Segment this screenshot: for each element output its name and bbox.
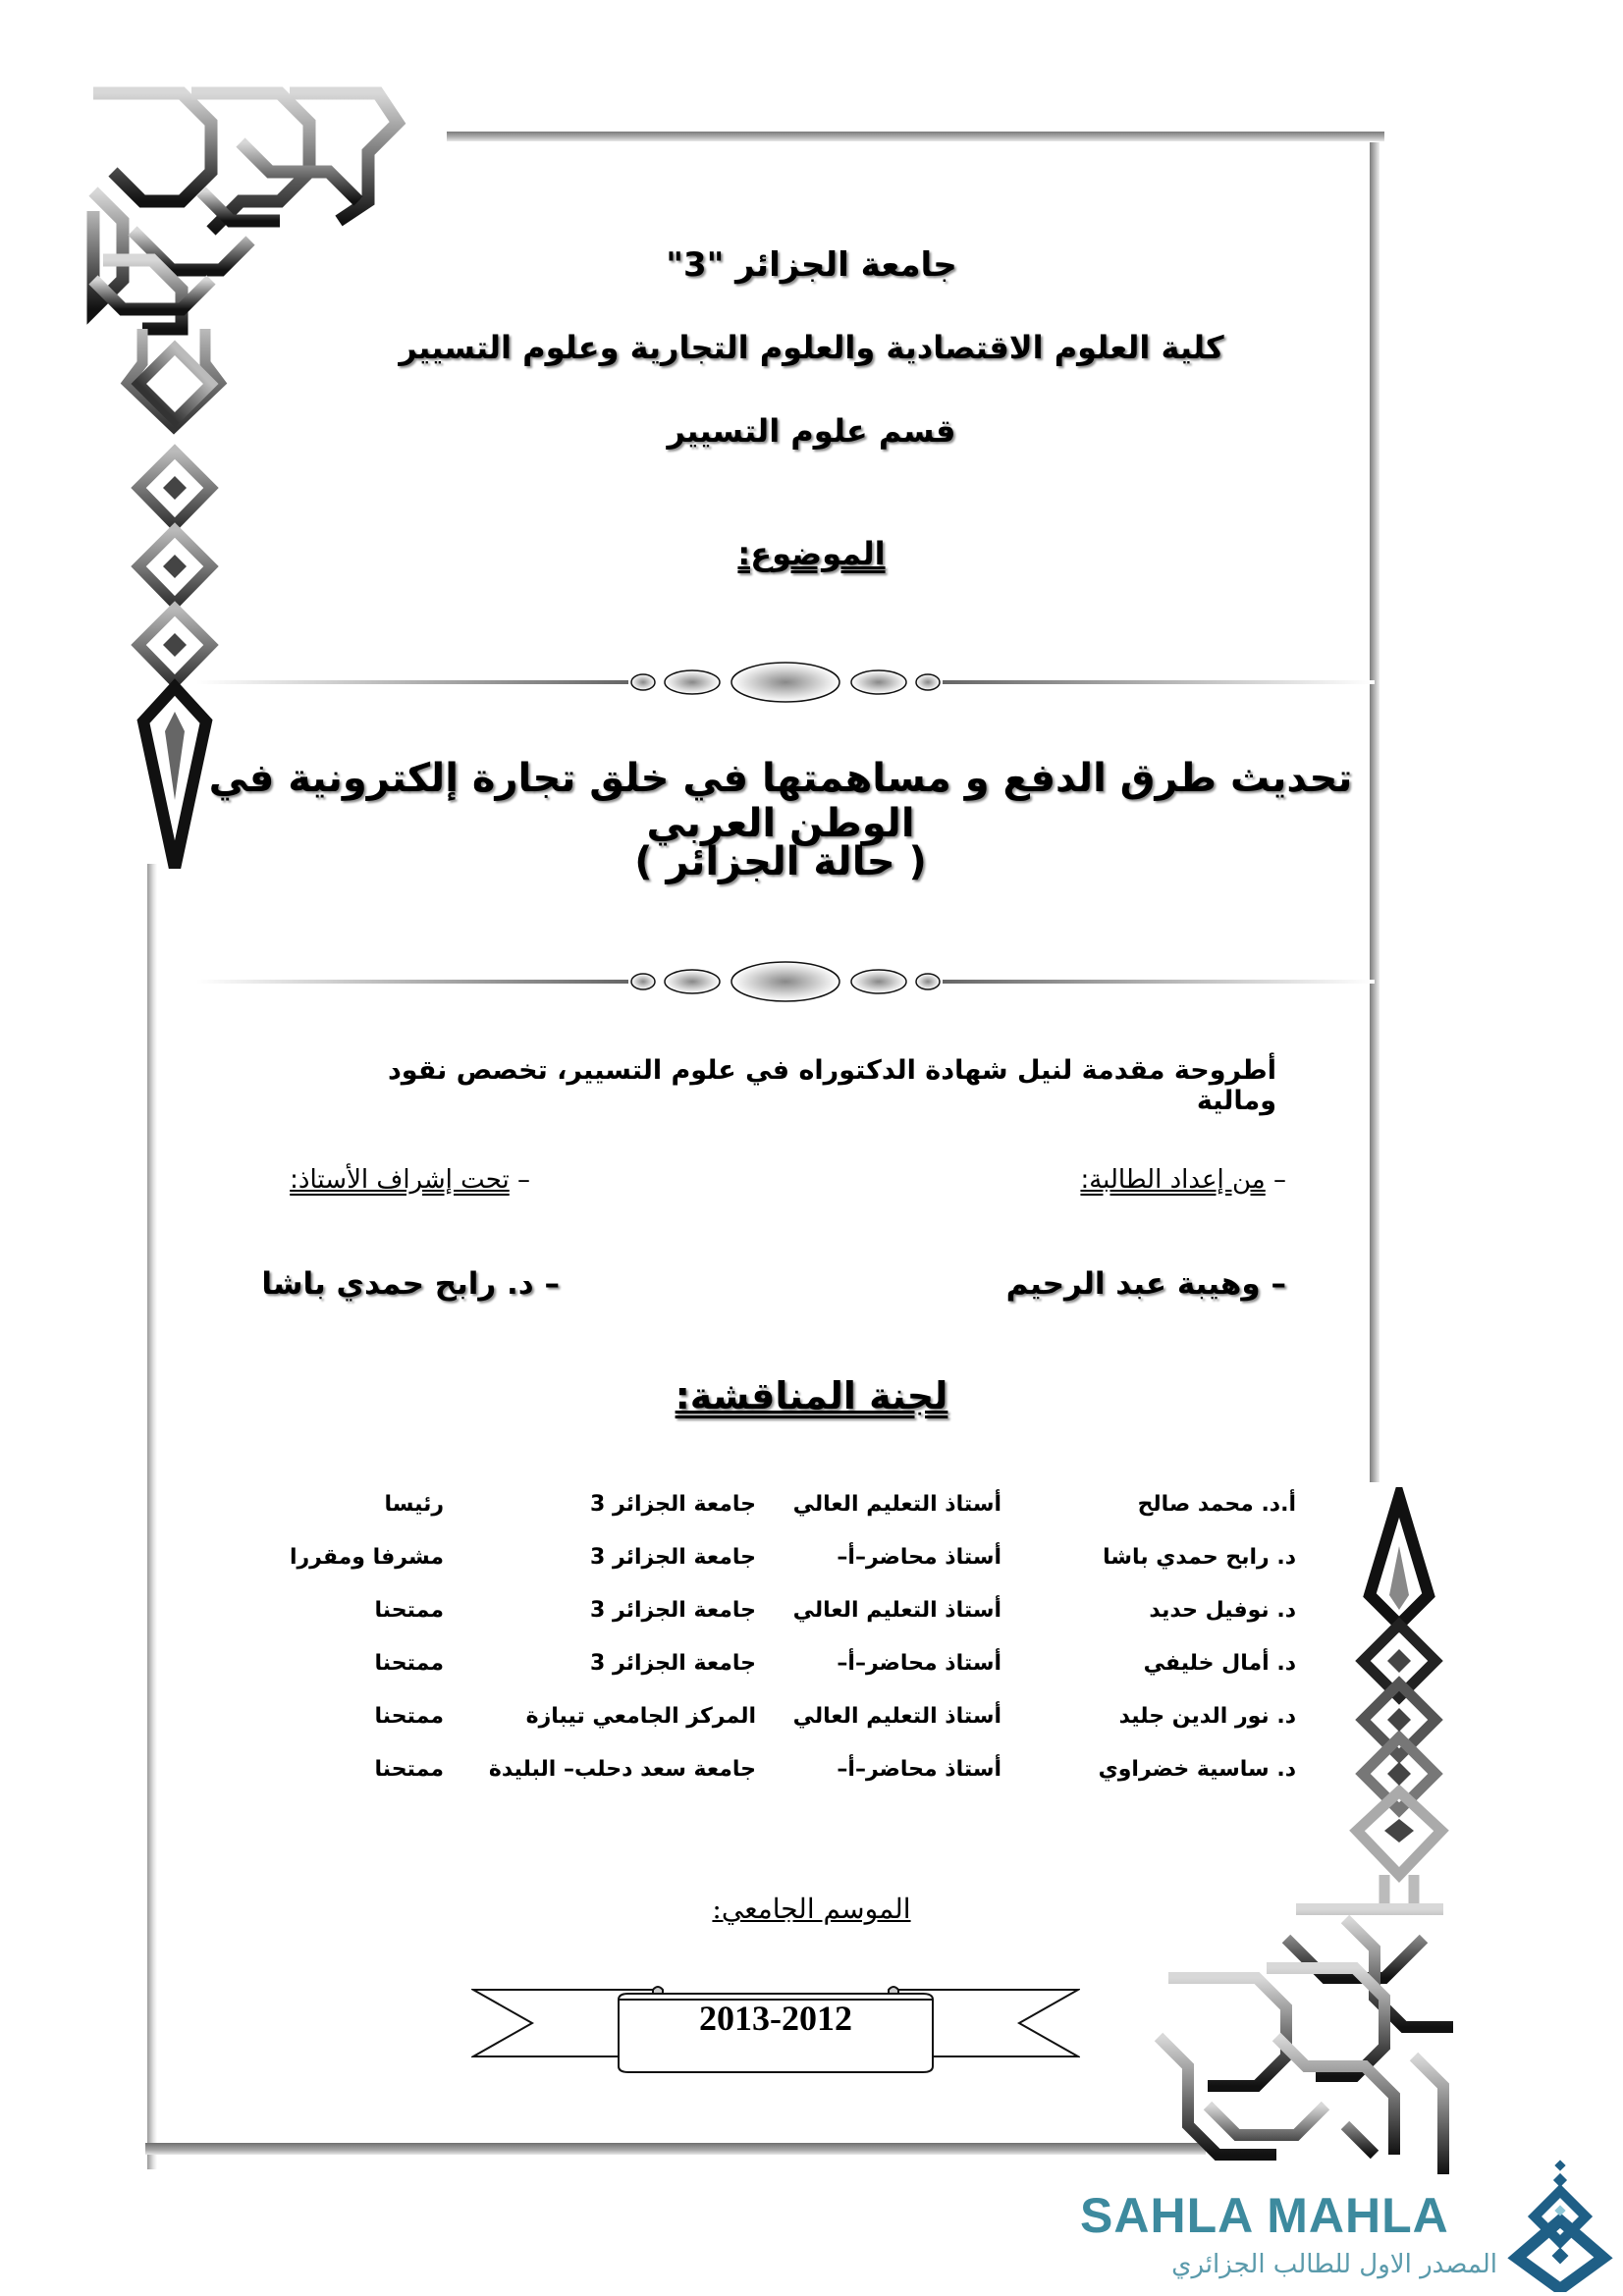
member-name: د. نوفيل حديد bbox=[1149, 1598, 1296, 1623]
dash: – bbox=[517, 1165, 530, 1195]
member-name: أ.د. محمد صالح bbox=[1137, 1492, 1296, 1517]
member-role: ممتحنا bbox=[374, 1757, 444, 1782]
member-role: ممتحنا bbox=[374, 1704, 444, 1729]
supervisor-name bbox=[236, 1266, 560, 1302]
member-institution: جامعة الجزائر 3 bbox=[590, 1492, 756, 1517]
department-name: قسم علوم التسيير bbox=[667, 412, 956, 450]
member-rank: أستاذ التعليم العالي bbox=[792, 1492, 1001, 1517]
member-institution: جامعة الجزائر 3 bbox=[590, 1651, 756, 1676]
thesis-title: تحديث طرق الدفع و مساهمتها في خلق تجارة إلكترونية في الوطن العربي bbox=[208, 756, 1353, 846]
member-role: ممتحنا bbox=[374, 1651, 444, 1676]
member-rank: أستاذ محاضر–أ– bbox=[837, 1651, 1001, 1676]
committee-title-text: لجنة المناقشة: bbox=[675, 1374, 948, 1417]
academic-season-label bbox=[0, 1893, 1623, 1925]
top-left-ornament-icon bbox=[83, 83, 447, 869]
academic-season-text: الموسم الجامعي: bbox=[712, 1893, 911, 1925]
prepared-by-text: من إعداد الطالبة: bbox=[1080, 1165, 1266, 1195]
member-role: ممتحنا bbox=[374, 1598, 444, 1623]
student-name bbox=[923, 1266, 1286, 1302]
committee-table bbox=[275, 1492, 1296, 1810]
supervisor-name-text: د. رابح حمدي باشا bbox=[261, 1266, 534, 1302]
member-institution: جامعة الجزائر 3 bbox=[590, 1598, 756, 1623]
dash: – bbox=[544, 1266, 560, 1302]
topic-label bbox=[0, 535, 1623, 572]
dash: – bbox=[1271, 1266, 1286, 1302]
committee-row bbox=[275, 1545, 1296, 1598]
watermark-brand: SAHLA MAHLA bbox=[1080, 2188, 1449, 2243]
topic-label-text: الموضوع: bbox=[737, 535, 886, 572]
member-role: رئيسا bbox=[384, 1492, 444, 1517]
faculty-name: كلية العلوم الاقتصادية والعلوم التجارية وعلوم التسيير bbox=[399, 329, 1224, 366]
frame-bottom-border bbox=[145, 2143, 1206, 2155]
dash: – bbox=[1273, 1165, 1286, 1195]
member-rank: أستاذ محاضر–أ– bbox=[837, 1757, 1001, 1782]
member-name: د. نور الدين جليد bbox=[1118, 1704, 1296, 1729]
committee-row bbox=[275, 1598, 1296, 1651]
member-institution: جامعة سعد دحلب– البليدة bbox=[488, 1757, 756, 1782]
degree-statement: أطروحة مقدمة لنيل شهادة الدكتوراه في علوم التسيير، تخصص نقود ومالية bbox=[387, 1055, 1276, 1116]
member-rank: أستاذ محاضر–أ– bbox=[837, 1545, 1001, 1570]
committee-title bbox=[0, 1374, 1623, 1417]
committee-row bbox=[275, 1704, 1296, 1757]
sahla-mahla-logo-icon bbox=[1507, 2160, 1615, 2292]
member-institution: المركز الجامعي تيبازة bbox=[525, 1704, 756, 1729]
student-name-text: وهيبة عبد الرحيم bbox=[1005, 1266, 1261, 1302]
member-name: د. ساسية خضراوي bbox=[1098, 1757, 1296, 1782]
committee-row bbox=[275, 1651, 1296, 1704]
prepared-by-label bbox=[982, 1165, 1286, 1195]
ellipse-divider-icon bbox=[196, 952, 1375, 1011]
committee-row bbox=[275, 1757, 1296, 1810]
frame-left-border bbox=[147, 864, 157, 2169]
member-name: د. رابح حمدي باشا bbox=[1103, 1545, 1296, 1570]
member-rank: أستاذ التعليم العالي bbox=[792, 1704, 1001, 1729]
ellipse-divider-icon bbox=[196, 653, 1375, 712]
member-rank: أستاذ التعليم العالي bbox=[792, 1598, 1001, 1623]
member-institution: جامعة الجزائر 3 bbox=[590, 1545, 756, 1570]
supervised-by-label bbox=[245, 1165, 530, 1195]
thesis-subtitle: ( حالة الجزائر ) bbox=[634, 839, 927, 884]
university-name: جامعة الجزائر "3" bbox=[666, 245, 957, 285]
watermark-tagline: المصدر الاول للطالب الجزائري bbox=[1171, 2250, 1497, 2279]
frame-top-border bbox=[447, 132, 1384, 141]
committee-row bbox=[275, 1492, 1296, 1545]
supervised-by-text: تحت إشراف الأستاذ: bbox=[290, 1165, 510, 1195]
member-role: مشرفا ومقررا bbox=[289, 1545, 444, 1570]
academic-year: 2013-2012 bbox=[699, 1999, 852, 2038]
member-name: د. أمال خليفي bbox=[1143, 1651, 1296, 1676]
